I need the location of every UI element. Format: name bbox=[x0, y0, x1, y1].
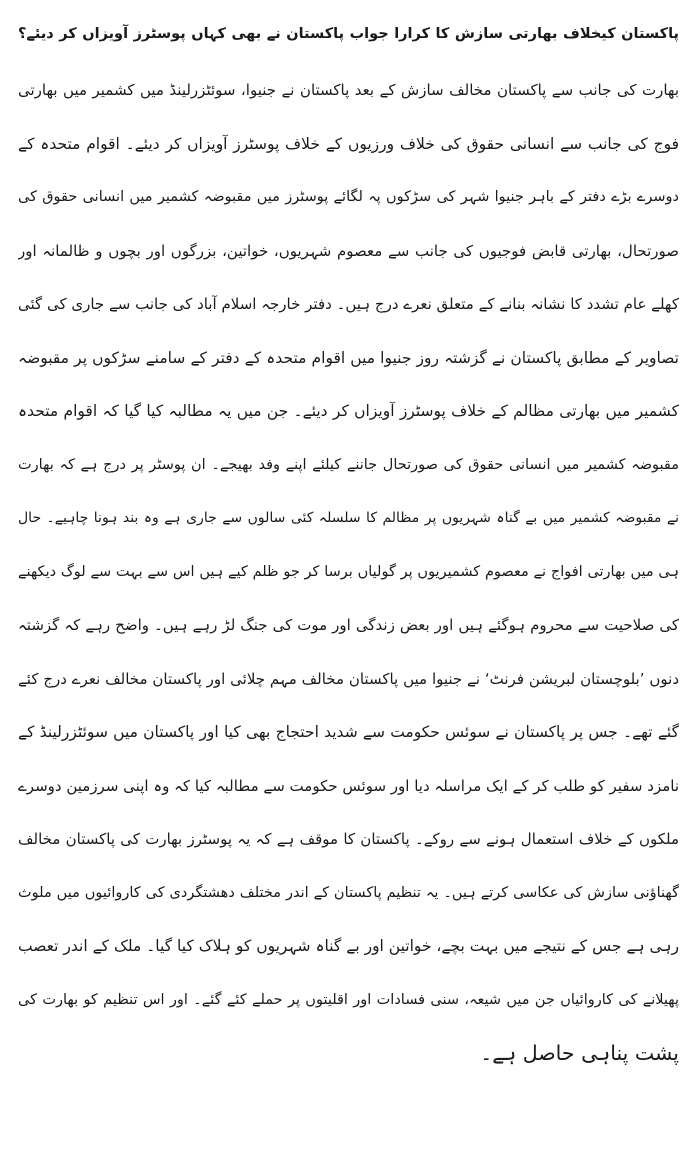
body-line: گئے تھے۔ جس پر پاکستان نے سوئس حکومت سے شدید احتجاج بھی کیا اور پاکستان میں سوئٹزرلینڈ کے bbox=[18, 723, 679, 741]
article-body bbox=[18, 64, 679, 1081]
body-line: مقبوضہ کشمیر میں انسانی حقوق کی صورتحال جاننے کیلئے اپنے وفد بھیجے۔ ان پوسٹر پر درج ہے کہ بھارت bbox=[18, 456, 679, 473]
body-line: رہی ہے جس کے نتیجے میں بہت بچے، خواتین اور بے گناہ شہریوں کو ہلاک کیا گیا۔ ملک کے اندر تعصب bbox=[18, 937, 679, 955]
body-line: نے مقبوضہ کشمیر میں بے گناہ شہریوں پر مظالم کا سلسلہ کئی سالوں سے جاری ہے وہ بند ہونا چاہیے۔ حال bbox=[18, 510, 679, 526]
body-line: نامزد سفیر کو طلب کر کے ایک مراسلہ دیا اور سوئس حکومت سے مطالبہ کیا کہ وہ اپنی سرزمین دوسرے bbox=[18, 776, 679, 795]
body-line: کشمیر میں بھارتی مظالم کے خلاف پوسٹرز آویزاں کر دیئے۔ جن میں یہ مطالبہ کیا گیا کہ اقوام متحدہ bbox=[18, 402, 679, 420]
body-line: گھناؤنی سازش کی عکاسی کرتے ہیں۔ یہ تنظیم پاکستان کے اندر مختلف دھشتگردی کی کاروائیوں میں ملوث bbox=[18, 884, 679, 901]
body-line: تصاویر کے مطابق پاکستان نے گزشتہ روز جنیوا میں اقوام متحدہ کے دفتر کے سامنے سڑکوں پر مقبوضہ bbox=[18, 348, 679, 367]
body-line: کھلے عام تشدد کا نشانہ بنانے کے متعلق نعرے درج ہیں۔ دفتر خارجہ اسلام آباد کی جانب سے جاری کی گئی bbox=[18, 295, 679, 313]
body-line: دنوں ’بلوچستان لبریشن فرنٹ‘ نے جنیوا میں پاکستان مخالف مہم چلائی اور پاکستان مخالف نعرے درج کئے bbox=[18, 669, 679, 688]
body-line: ہی میں بھارتی افواج نے معصوم کشمیریوں پر گولیاں برسا کر جو ظلم کیے ہیں اس سے بہت سے لوگ دیکھنے bbox=[18, 563, 679, 580]
body-line: دوسرے بڑے دفتر کے باہر جنیوا شہر کی سڑکوں پہ لگائے پوسٹرز میں مقبوضہ کشمیر میں انسانی حقوق کی bbox=[18, 189, 679, 205]
body-line: کی صلاحیت سے محروم ہوگئے ہیں اور بعض زندگی اور موت کی جنگ لڑ رہے ہیں۔ واضح رہے کہ گزشتہ bbox=[18, 616, 679, 634]
body-line-final: پشت پناہی حاصل ہے۔ bbox=[480, 1041, 679, 1065]
article-headline: پاکستان کیخلاف بھارتی سازش کا کرارا جواب پاکستان نے بھی کہاں پوسٹرز آویزاں کر دیئے؟ bbox=[18, 26, 679, 42]
body-line: بھارت کی جانب سے پاکستان مخالف سازش کے بعد پاکستان نے جنیوا، سوئٹزرلینڈ میں کشمیر میں بھارتی bbox=[18, 81, 679, 99]
body-line: پھیلانے کی کاروائیاں جن میں شیعہ، سنی فسادات اور اقلیتوں پر حملے کئے گئے۔ اور اس تنظیم کو بھارت کی bbox=[18, 991, 679, 1008]
body-line: فوج کی جانب سے انسانی حقوق کی خلاف ورزیوں کے خلاف پوسٹرز آویزاں کر دیئے۔ اقوام متحدہ کے bbox=[18, 134, 679, 153]
body-line: ملکوں کے خلاف استعمال ہونے سے روکے۔ پاکستان کا موقف ہے کہ یہ پوسٹرز بھارت کی پاکستان مخالف bbox=[18, 830, 679, 848]
body-line: صورتحال، بھارتی قابض فوجیوں کی جانب سے معصوم شہریوں، خواتین، بزرگوں اور بچوں و ظالمانہ اور bbox=[18, 241, 679, 260]
